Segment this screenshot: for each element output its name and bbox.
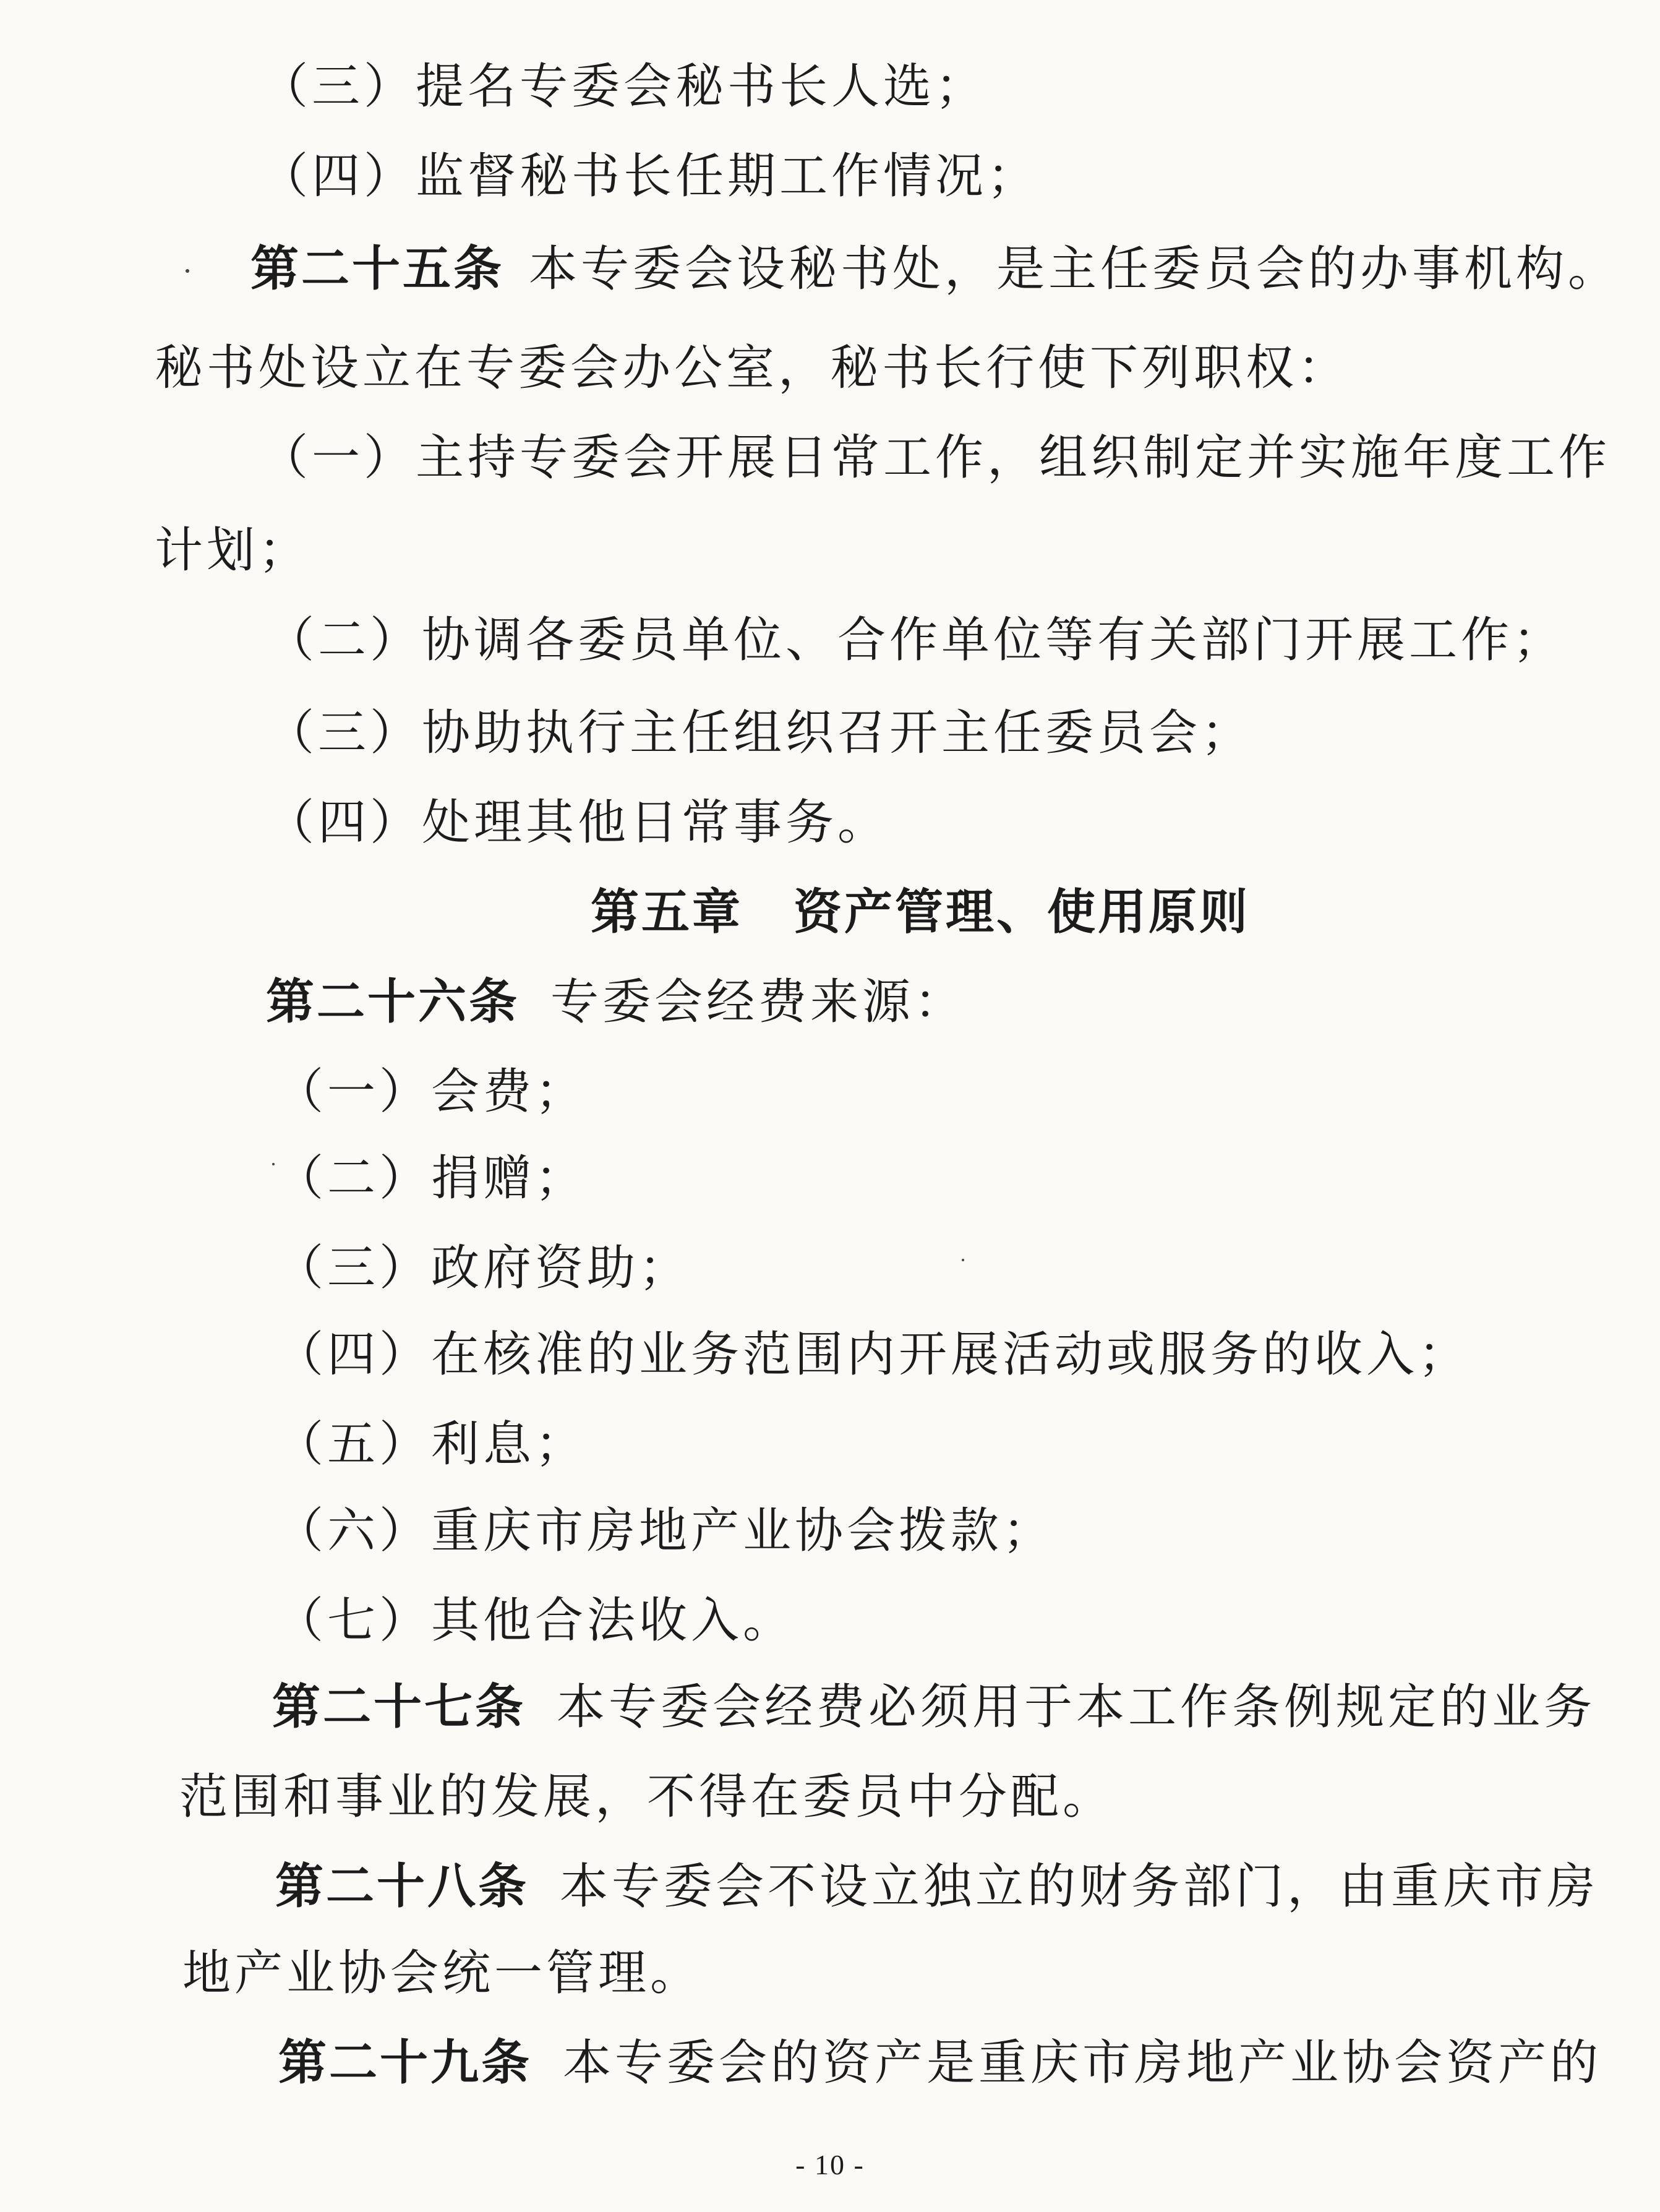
text-line: （五）利息； xyxy=(275,1417,588,1472)
chapter-title: 第五章 资产管理、使用原则 xyxy=(591,885,1251,940)
text-line: （三）提名专委会秘书长人选； xyxy=(260,59,988,114)
article-heading: 第二十六条 xyxy=(266,974,520,1030)
text-line: （三）政府资助； xyxy=(275,1240,691,1296)
text-line: 计划； xyxy=(155,523,311,578)
text-line: 地产业协会统一管理。 xyxy=(182,1945,703,2001)
text-line: （七）其他合法收入。 xyxy=(275,1593,795,1648)
text-segment: 本专委会不设立独立的财务部门，由重庆市房 xyxy=(560,1859,1599,1914)
text-line: （四）处理其他日常事务。 xyxy=(266,795,890,851)
page-number: - 10 - xyxy=(795,2149,865,2180)
text-line: （六）重庆市房地产业协会拨款； xyxy=(275,1503,1055,1559)
text-line: （四）在核准的业务范围内开展活动或服务的收入； xyxy=(275,1327,1471,1382)
text-line: 秘书处设立在专委会办公室，秘书长行使下列职权： xyxy=(155,340,1350,396)
article-27-line xyxy=(272,1676,1596,1738)
text-line: （四）监督秘书长任期工作情况； xyxy=(260,148,1040,204)
scan-speck xyxy=(272,1163,275,1165)
article-28-line xyxy=(275,1856,1599,1918)
text-segment: 专委会经费来源： xyxy=(550,974,967,1030)
article-heading: 第二十七条 xyxy=(272,1679,526,1735)
article-heading: 第二十五条 xyxy=(250,241,505,297)
article-heading: 第二十八条 xyxy=(275,1859,529,1914)
text-segment: 本专委会的资产是重庆市房地产业协会资产的 xyxy=(563,2035,1602,2091)
text-line: （三）协助执行主任组织召开主任委员会； xyxy=(266,705,1254,761)
text-segment: 本专委会经费必须用于本工作条例规定的业务 xyxy=(557,1679,1596,1735)
text-line: （一）主持专委会开展日常工作，组织制定并实施年度工作 xyxy=(260,430,1611,486)
text-segment: 本专委会设秘书处，是主任委员会的办事机构。 xyxy=(529,241,1620,297)
article-25-line xyxy=(250,238,1620,300)
scan-speck xyxy=(186,269,189,273)
article-heading: 第二十九条 xyxy=(278,2035,533,2091)
text-line: （二）协调各委员单位、合作单位等有关部门开展工作； xyxy=(266,612,1565,668)
text-line: （二）捐赠； xyxy=(275,1151,588,1206)
scan-speck xyxy=(962,1259,964,1261)
article-29-line xyxy=(278,2032,1602,2094)
text-line: （一）会费； xyxy=(275,1064,588,1120)
text-line: 范围和事业的发展，不得在委员中分配。 xyxy=(179,1769,1115,1825)
article-26-line xyxy=(266,971,966,1033)
